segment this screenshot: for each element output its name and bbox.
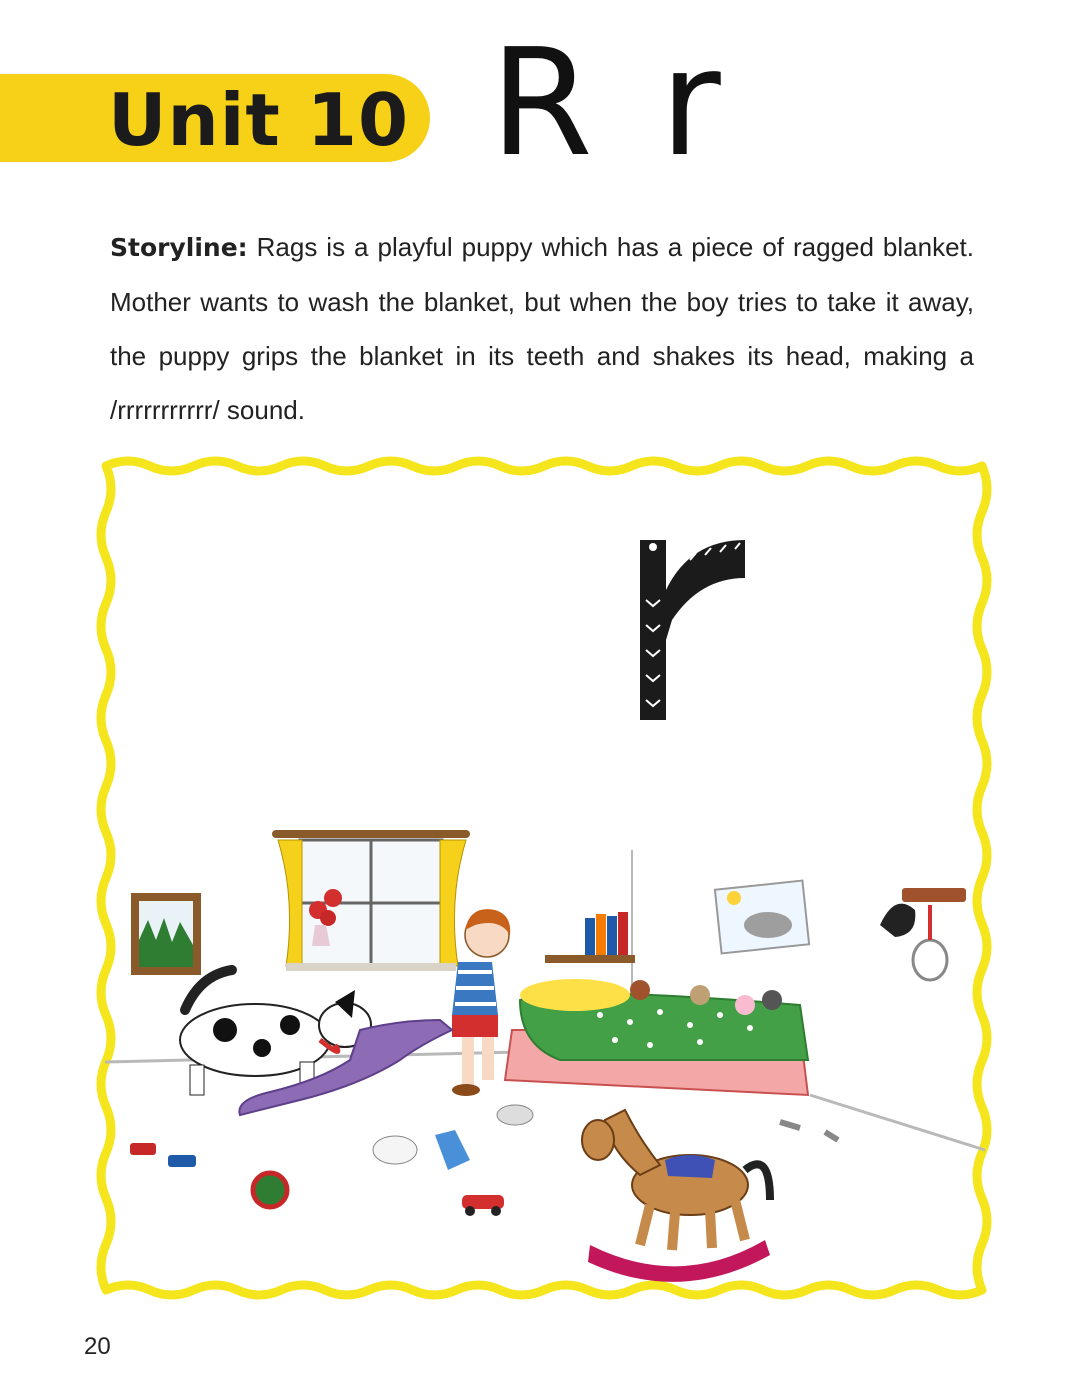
wavy-frame: [101, 461, 987, 1295]
letter-r-glyph: [640, 540, 745, 720]
boy: [452, 909, 510, 1096]
window: [272, 830, 470, 971]
page-number: 20: [84, 1333, 111, 1360]
bed: [505, 979, 808, 1095]
rocking-horse: [582, 1110, 770, 1282]
wall-poster: [715, 881, 809, 954]
storyline-text: Rags is a playful puppy which has a piece of ragged blanket. Mother wants to wash the blanket, but when the boy tries to take it away, the puppy grips the blanket in its teeth and shakes its head, making a /rrrrrrrrrrr/ sound.: [110, 232, 974, 425]
bookshelf: [545, 912, 635, 963]
unit-title: Unit 10: [108, 78, 410, 162]
wall-picture-forest: [131, 893, 201, 975]
letter-heading: R r: [490, 17, 731, 189]
storyline-label: Storyline:: [110, 233, 248, 262]
coat-hook: [880, 888, 966, 980]
